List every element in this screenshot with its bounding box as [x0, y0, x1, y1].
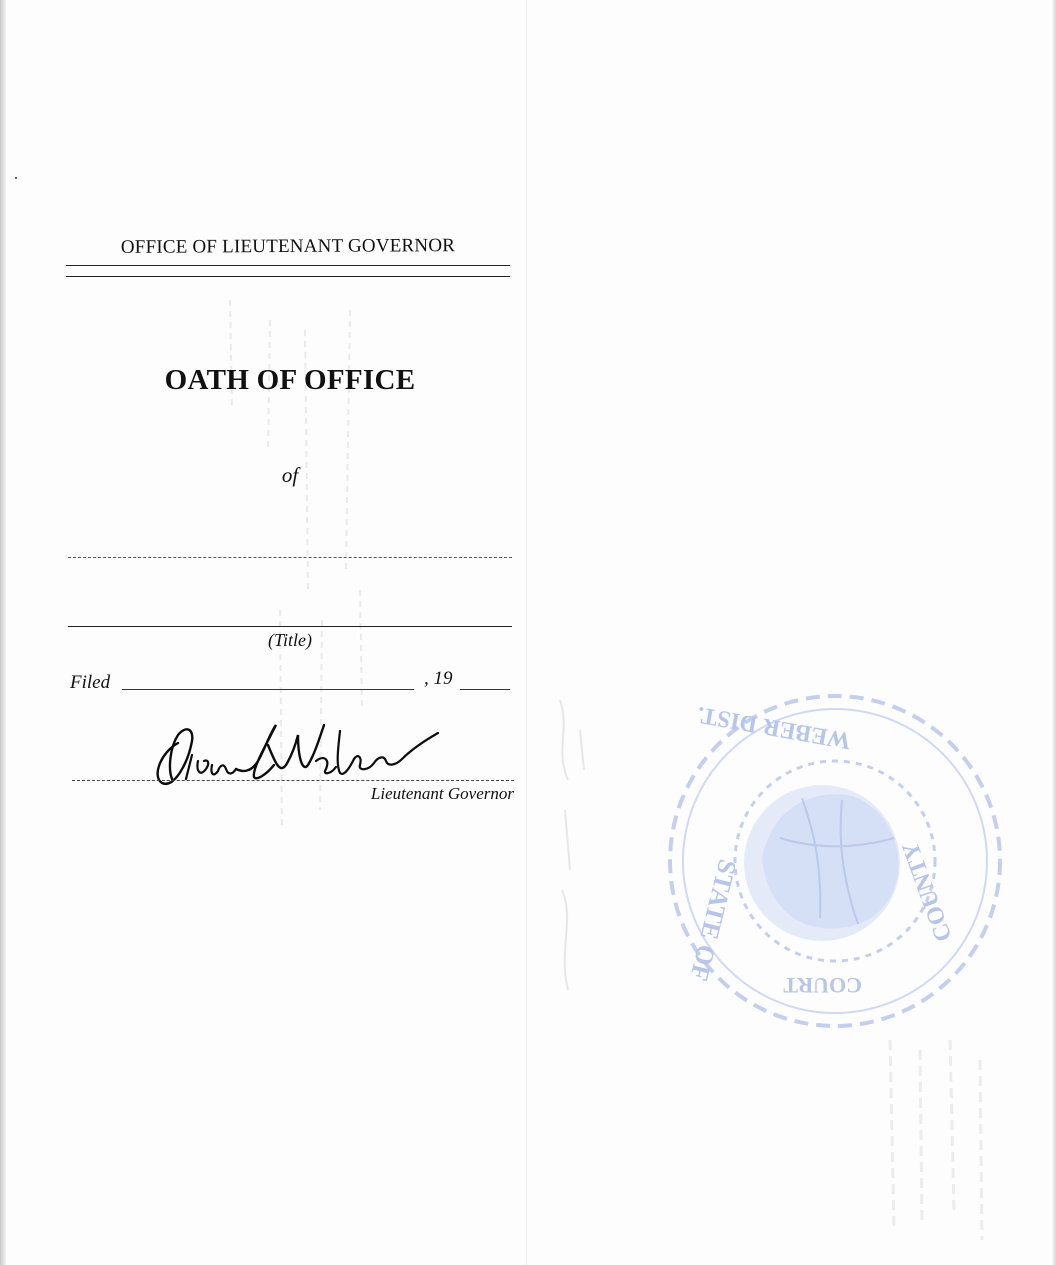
office-heading: OFFICE OF LIEUTENANT GOVERNOR: [120, 235, 456, 258]
title-blank-line: [68, 626, 512, 627]
bleed-through-marks-right: [540, 690, 610, 1040]
filed-date-line: [122, 689, 414, 690]
document-title: OATH OF OFFICE: [164, 364, 416, 396]
svg-text:STATE OF: STATE OF: [684, 856, 743, 984]
filed-label: Filed: [70, 672, 111, 693]
fold-crease: [526, 0, 527, 1265]
heading-rule-bottom: [66, 276, 510, 277]
paper-left-edge: [0, 0, 6, 1265]
svg-text:COURT: COURT: [783, 973, 862, 998]
handwritten-signature: [148, 715, 448, 795]
court-seal-stamp: [662, 688, 1008, 1034]
paper-speck: [15, 177, 17, 179]
year-prefix: , 19: [424, 668, 453, 689]
svg-text:WEBER DIST.: WEBER DIST.: [695, 701, 854, 754]
heading-rule-top: [66, 265, 510, 266]
svg-text:COUNTY: COUNTY: [897, 838, 958, 945]
bleed-through-marks-bottom-right: [870, 1030, 1010, 1250]
paper-right-edge: [1052, 0, 1056, 1265]
year-blank-line: [460, 689, 510, 690]
name-blank-line: [68, 557, 512, 558]
title-label: (Title): [268, 630, 312, 650]
signature-line: [72, 780, 514, 781]
of-word: of: [281, 463, 299, 487]
signature-role-label: Lieutenant Governor: [370, 784, 514, 803]
